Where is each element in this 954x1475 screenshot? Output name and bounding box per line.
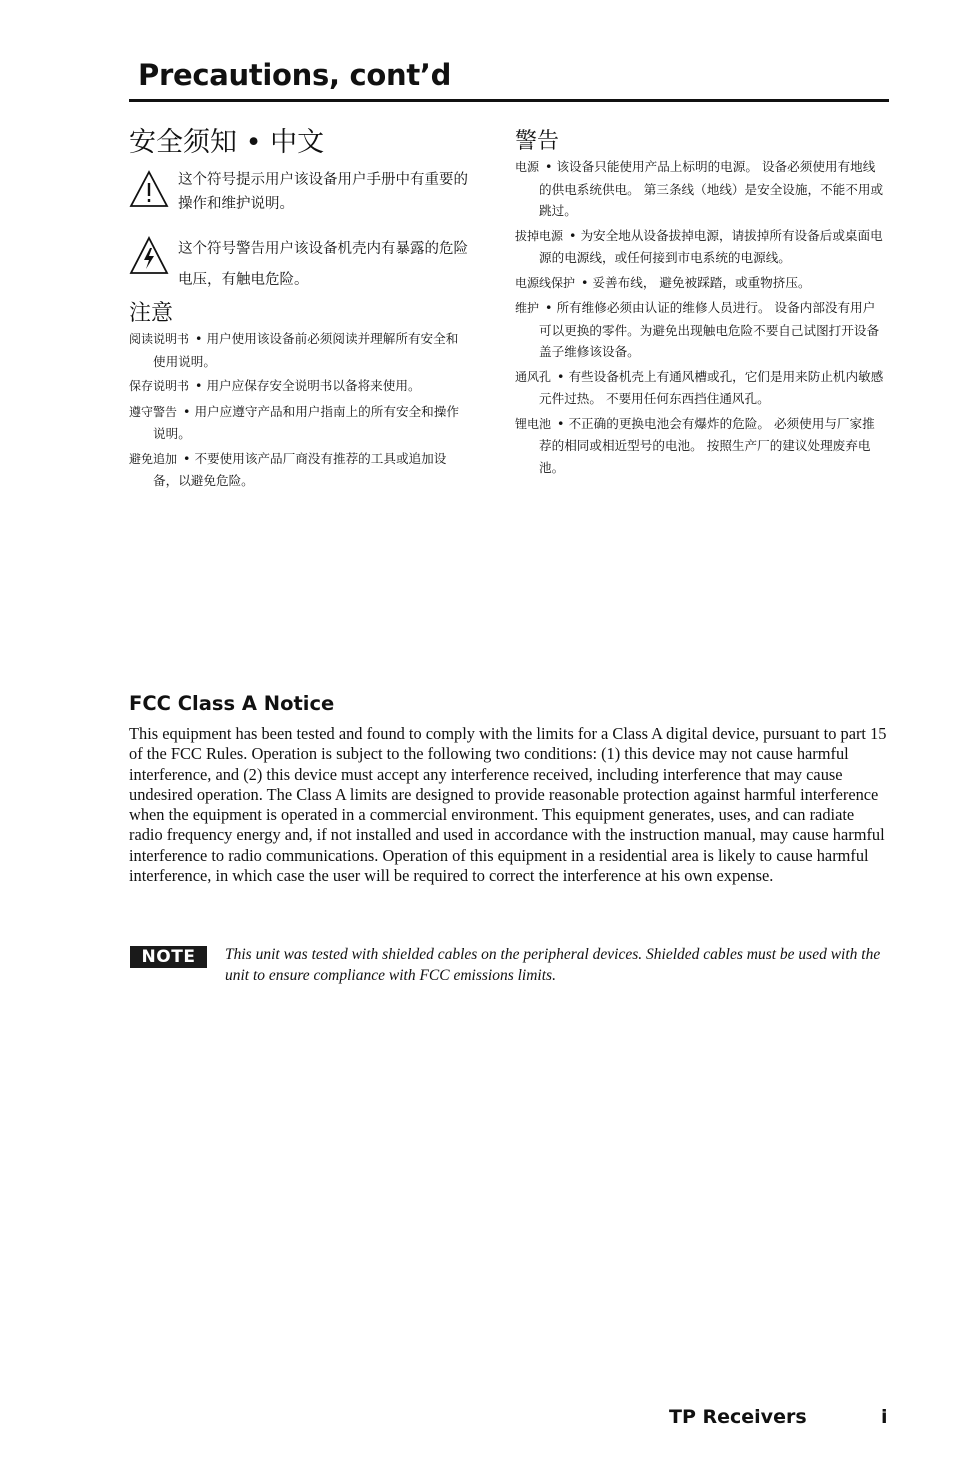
warning-term: 拔掉电源 <box>515 228 564 243</box>
caution-triangle-icon <box>129 170 169 216</box>
footer-page-number: i <box>881 1406 888 1428</box>
warning-item: 电源 • 该设备只能使用产品上标明的电源。 设备必须使用有地线的供电系统供电。 第三条线（地线）是安全设施，不能不用或跳过。 <box>515 159 884 218</box>
notice-term: 遵守警告 <box>129 404 178 419</box>
notice-text: 用户使用该设备前必须阅读并理解所有安全和使用说明。 <box>153 331 459 369</box>
notice-item: 避免追加 • 不要使用该产品厂商没有推荐的工具或追加设备，以避免危险。 <box>129 450 447 488</box>
chinese-section-heading: 安全须知 • 中文 <box>129 127 325 158</box>
notice-term: 保存说明书 <box>129 379 190 393</box>
warning-text: 该设备只能使用产品上标明的电源。 设备必须使用有地线的供电系统供电。 第三条线（地线）是安全设施，不能不用或跳过。 <box>539 159 884 218</box>
warning-item: 电源线保护 • 妥善布线， 避免被踩踏，或重物挤压。 <box>515 274 811 290</box>
warning-term: 维护 <box>515 301 540 315</box>
chinese-left-column <box>129 124 469 495</box>
notice-term: 阅读说明书 <box>129 332 190 346</box>
warning-item: 通风孔 • 有些设备机壳上有通风槽或孔，它们是用来防止机内敏感元件过热。 不要用任何东西挡住通风孔。 <box>515 368 884 406</box>
warning-text: 有些设备机壳上有通风槽或孔，它们是用来防止机内敏感元件过热。 不要用任何东西挡住通风孔。 <box>539 368 884 406</box>
fcc-body-text: This equipment has been tested and found to comply with the limits for a Class A digital device, pursuant to part 15 of the FCC Rules. Operation is subject to the following two conditions: (1) this device may not cause harmful interference, and (2) this device must accept any interference received, including interference that may cause undesired operation. The Class A limits are designed to provide reasonable protection against harmful interference when the equipment is operated in a commercial environment. This equipment generates, uses, and can radiate radio frequency energy and, if not installed and used in accordance with the instruction manual, may cause harmful interference to radio communications. Operation of this equipment in a residential area is likely to cause harmful interference, in which case the user will be required to correct the interference at his own expense. <box>129 724 887 886</box>
caution-symbol-text: 这个符号提示用户该设备用户手册中有重要的操作和维护说明。 <box>178 172 468 212</box>
notice-text: 用户应保存安全说明书以备将来使用。 <box>206 378 421 393</box>
notice-item: 保存说明书 • 用户应保存安全说明书以备将来使用。 <box>129 378 421 393</box>
warning-term: 电源 <box>515 160 540 174</box>
warning-heading: 警告 <box>515 129 560 154</box>
warning-term: 锂电池 <box>515 416 552 431</box>
warning-term: 电源线保护 <box>515 275 576 290</box>
page-title: Precautions, cont’d <box>138 58 452 92</box>
warning-item: 拔掉电源 • 为安全地从设备拔掉电源，请拔掉所有设备后或桌面电源的电源线，或任何接到市电系统的电源线。 <box>515 227 883 265</box>
caution-symbol-note <box>129 168 469 216</box>
lightning-symbol-note <box>129 234 469 296</box>
lightning-symbol-text: 这个符号警告用户该设备机壳内有暴露的危险电压，有触电危险。 <box>178 241 468 288</box>
notice-heading: 注意 <box>129 301 174 326</box>
lightning-triangle-icon <box>129 236 169 288</box>
warning-term: 通风孔 <box>515 369 552 384</box>
footer-product-name: TP Receivers <box>669 1406 807 1428</box>
warning-text: 为安全地从设备拔掉电源，请拔掉所有设备后或桌面电源的电源线，或任何接到市电系统的电源线。 <box>539 227 883 265</box>
notice-term: 避免追加 <box>129 451 178 466</box>
note-text: This unit was tested with shielded cables on the peripheral devices. Shielded cables must be used with the unit to ensure compliance with FCC emissions limits. <box>225 946 881 984</box>
warning-text: 妥善布线， 避免被踩踏，或重物挤压。 <box>592 274 811 290</box>
notice-text: 不要使用该产品厂商没有推荐的工具或追加设备，以避免危险。 <box>153 450 447 488</box>
title-rule <box>129 99 889 102</box>
warning-item: 锂电池 • 不正确的更换电池会有爆炸的危险。 必须使用与厂家推荐的相同或相近型号的电池。 按照生产厂的建议处理废弃电池。 <box>515 415 875 475</box>
notice-item: 阅读说明书 • 用户使用该设备前必须阅读并理解所有安全和使用说明。 <box>129 331 459 369</box>
warning-item: 维护 • 所有维修必须由认证的维修人员进行。 设备内部没有用户可以更换的零件。为避免出现触电危险不要自己试图打开设备盖子维修该设备。 <box>515 300 880 359</box>
notice-text: 用户应遵守产品和用户指南上的所有安全和操作说明。 <box>153 403 459 441</box>
warning-text: 不正确的更换电池会有爆炸的危险。 必须使用与厂家推荐的相同或相近型号的电池。 按照生产厂的建议处理废弃电池。 <box>539 415 875 475</box>
notice-item: 遵守警告 • 用户应遵守产品和用户指南上的所有安全和操作说明。 <box>129 403 459 441</box>
note-badge: NOTE <box>130 946 207 968</box>
chinese-right-column <box>515 128 887 481</box>
warning-text: 所有维修必须由认证的维修人员进行。 设备内部没有用户可以更换的零件。为避免出现触电危险不要自己试图打开设备盖子维修该设备。 <box>539 300 880 359</box>
fcc-heading: FCC Class A Notice <box>129 692 335 715</box>
